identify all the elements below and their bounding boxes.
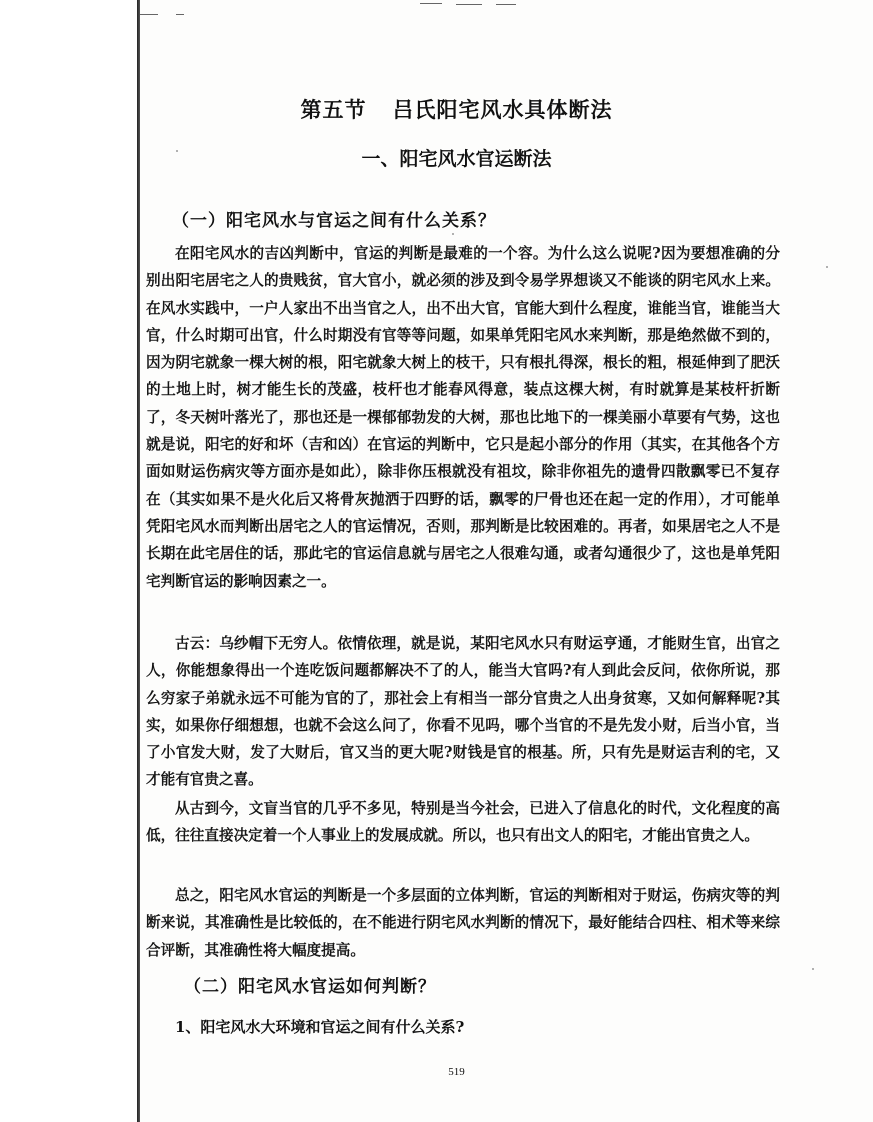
paragraph-4: 总之，阳宅风水官运的判断是一个多层面的立体判断，官运的判断相对于财运，伤病灾等的判断来说，其准确性是比较低的，在不能进行阴宅风水判断的情况下，最好能结合四柱、相术等来综合评断，其准确性将大幅度提高。 xyxy=(146,887,780,959)
subheading-environment: 1、阳宅风水大环境和官运之间有什么关系? xyxy=(175,1018,465,1036)
heading-how-to-judge: （二）阳宅风水官运如何判断？ xyxy=(184,977,436,997)
scan-mark xyxy=(456,4,482,5)
section-name: 吕氏阳宅风水具体断法 xyxy=(392,97,613,122)
section-number: 第五节 xyxy=(300,97,367,122)
scan-mark xyxy=(496,4,516,5)
scan-mark xyxy=(420,3,442,4)
scan-mark xyxy=(140,14,158,15)
scan-speck xyxy=(176,150,178,152)
paragraph-1: 在阳宅风水的吉凶判断中，官运的判断是最难的一个容。为什么这么说呢?因为要想准确的分别出阳宅居宅之人的贵贱贫，官大官小，就必须的涉及到令易学界想谈又不能谈的阴宅风水上来。在风水实践中，一户人家出不出当官之人，出不出大官，官能大到什么程度，谁能当官，谁能当大官，什么时期可出官，什么时期没有官等等问题，如果单凭阳宅风水来判断，那是绝然做不到的，因为阴宅就象一棵大树的根，阳宅就象大树上的枝干，只有根扎得深，根长的粗，根延伸到了肥沃的土地上时，树才能生长的茂盛，枝杆也才能春风得意，装点这棵大树，有时就算是某枝杆折断了，冬天树叶落光了，那也还是一棵郁郁勃发的大树，那也比地下的一棵美丽小草要有气势，这也就是说，阳宅的好和坏（吉和凶）在官运的判断中，它只是起小部分的作用（其实，在其他各个方面如财运伤病灾等方面亦是如此），除非你压根就没有祖坟，除非你祖先的遗骨四散飘零已不复存在（其实如果不是火化后又将骨灰抛洒于四野的话，飘零的尸骨也还在起一定的作用），才可能单凭阳宅风水而判断出居宅之人的官运情况，否则，那判断是比较困难的。再者，如果居宅之人不是长期在此宅居住的话，那此宅的官运信息就与居宅之人很难勾通，或者勾通很少了，这也是单凭阳宅判断官运的影响因素之一。 xyxy=(146,245,780,590)
scan-speck xyxy=(826,266,828,268)
paragraph-3: 从古到今，文盲当官的几乎不多见，特别是当今社会，已进入了信息化的时代，文化程度的高低，往往直接决定着一个人事业上的发展成就。所以，也只有出文人的阳宅，才能出官贵之人。 xyxy=(146,800,780,845)
heading-relationship: （一）阳宅风水与官运之间有什么关系？ xyxy=(172,211,496,231)
section-title xyxy=(0,94,873,124)
scan-speck xyxy=(812,968,814,970)
paragraph-2: 古云：乌纱帽下无穷人。依情依理，就是说，某阳宅风水只有财运亨通，才能财生官，出官之人，你能想象得出一个连吃饭问题都解决不了的人，能当大官吗?有人到此会反问，依你所说，那么穷家子弟就永远不可能为官的了，那社会上有相当一部分官贵之人出身贫寒，又如何解释呢?其实，如果你仔细想想，也就不会这么问了，你看不见吗，哪个当官的不是先发小财，后当小官，当了小官发大财，发了大财后，官又当的更大呢?财钱是官的根基。所，只有先是财运吉利的宅，又才能有官贵之喜。 xyxy=(146,635,780,789)
scan-mark xyxy=(176,14,184,15)
scan-speck xyxy=(452,233,454,235)
chapter-subtitle: 一、阳宅风水官运断法 xyxy=(361,148,552,170)
page-number: 519 xyxy=(448,1066,465,1078)
